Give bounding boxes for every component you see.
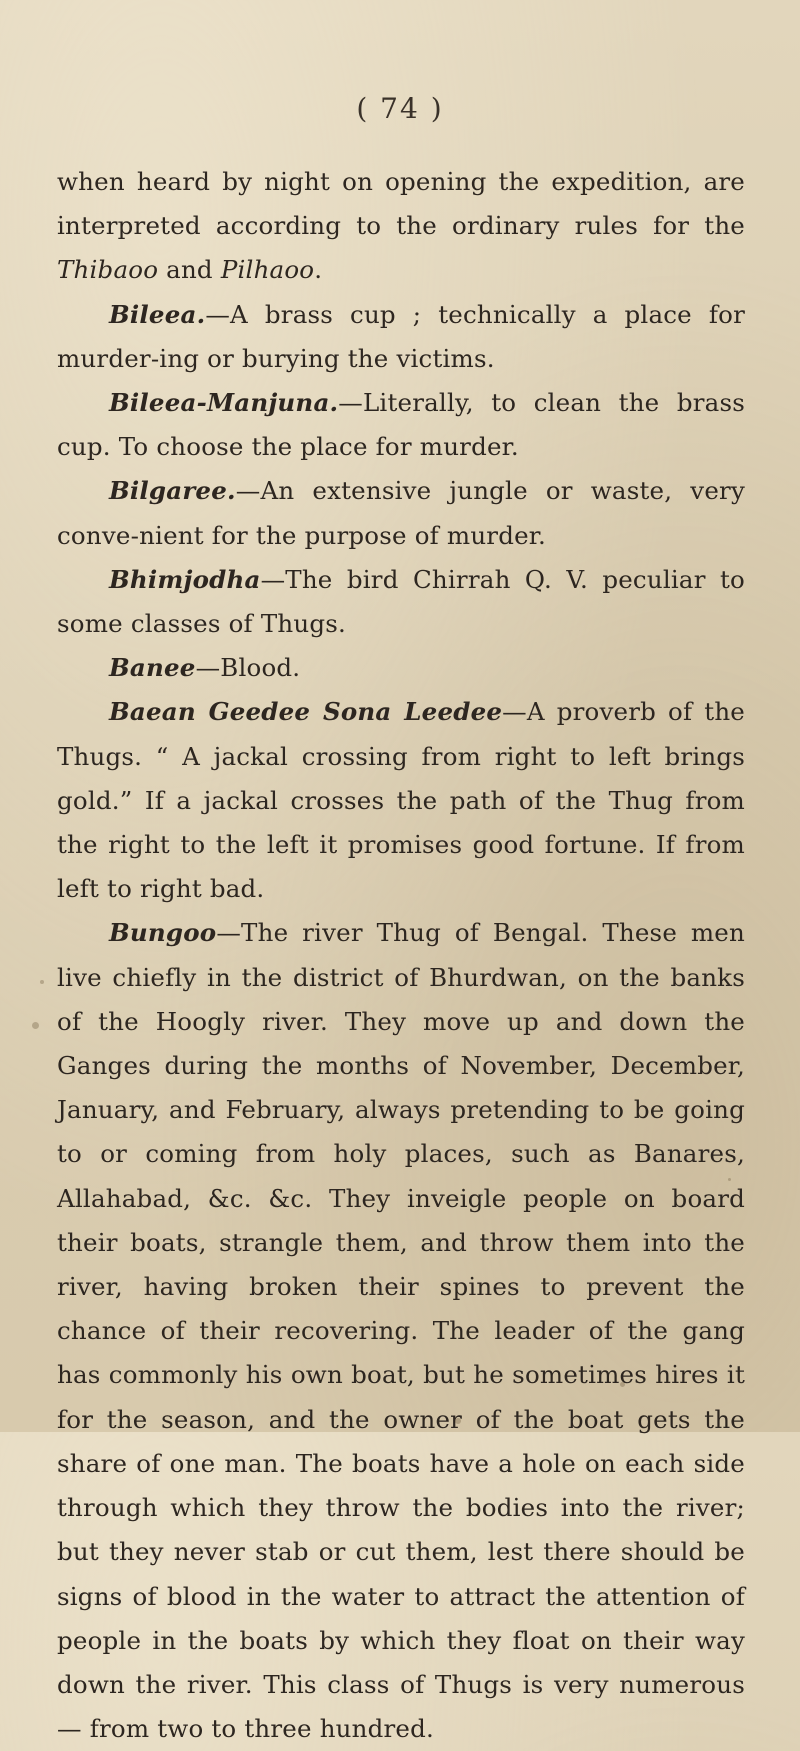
entry-term: Bilgaree. [109,476,236,506]
glossary-entry-bungoo [57,911,745,1751]
entry-term: Bhimjodha [109,564,261,594]
entry-term: Bileea-Manjuna. [109,388,339,418]
intro-text-start: when heard by night on opening the expedition, are interpreted according to the ordinary rules for the [57,167,745,241]
paper-foxing-spot [40,980,44,984]
intro-text-end: . [314,255,323,285]
term-pilhaoo: Pilhaoo [220,255,315,285]
glossary-entry-bileea-manjuna [57,381,745,469]
entry-term: Bileea. [109,299,206,329]
glossary-entry-bhimjodha [57,558,745,646]
paper-foxing-spot [620,1382,625,1387]
intro-paragraph [57,160,745,293]
entry-term: Bungoo [109,918,217,948]
entry-definition: —The river Thug of Bengal. These men live chiefly in the district of Bhurdwan, on the banks of the Hoogly river. They move up and down the Ganges during the months of November, December, January, and February, always pretending to be going to or coming from holy places, such as Banares, Allahabad, &c. &c. They inveigle people on board their boats, strangle them, and throw them into the river, having broken their spines to prevent the chance of their recovering. The leader of the gang has commonly his own boat, but he sometimes hires it for the season, and the owner of the boat gets the share of one man. The boats have a hole on each side through which they throw the bodies into the river; but they never stab or cut them, lest there should be signs of blood in the water to attract the attention of people in the boats by which they float on their way down the river. This class of Thugs is very numerous— from two to three hundred. [57,918,745,1744]
entry-term: Baean Geedee Sona Leedee [109,697,503,727]
glossary-entry-bileea [57,293,745,381]
term-thibaoo: Thibaoo [57,255,159,285]
entry-definition: —The bird Chirrah Q. V. peculiar to some classes of Thugs. [57,564,745,639]
entry-definition: —An extensive jungle or waste, very conve-nient for the purpose of murder. [57,476,745,550]
entry-definition: —Literally, to clean the brass cup. To choose the place for murder. [57,388,745,462]
glossary-entry-baean [57,690,745,911]
entry-term: Banee [109,653,196,683]
glossary-entry-bilgaree [57,469,745,557]
entry-definition: —A proverb of the Thugs. “ A jackal crossing from right to left brings gold.” If a jackal crosses the path of the Thug from the right to the left it promises good fortune. If from left to right bad. [57,697,745,904]
page-number: ( 74 ) [356,92,444,125]
page-text [57,160,745,1751]
intro-text-mid: and [158,255,221,285]
entry-definition: —Blood. [195,653,301,683]
paper-foxing-spot [728,1178,731,1181]
paper-foxing-spot [32,1022,39,1029]
glossary-entry-banee [57,646,745,690]
paper-foxing-spot [455,1418,461,1424]
entry-definition: —A brass cup ; technically a place for murder-ing or burying the victims. [57,299,745,373]
